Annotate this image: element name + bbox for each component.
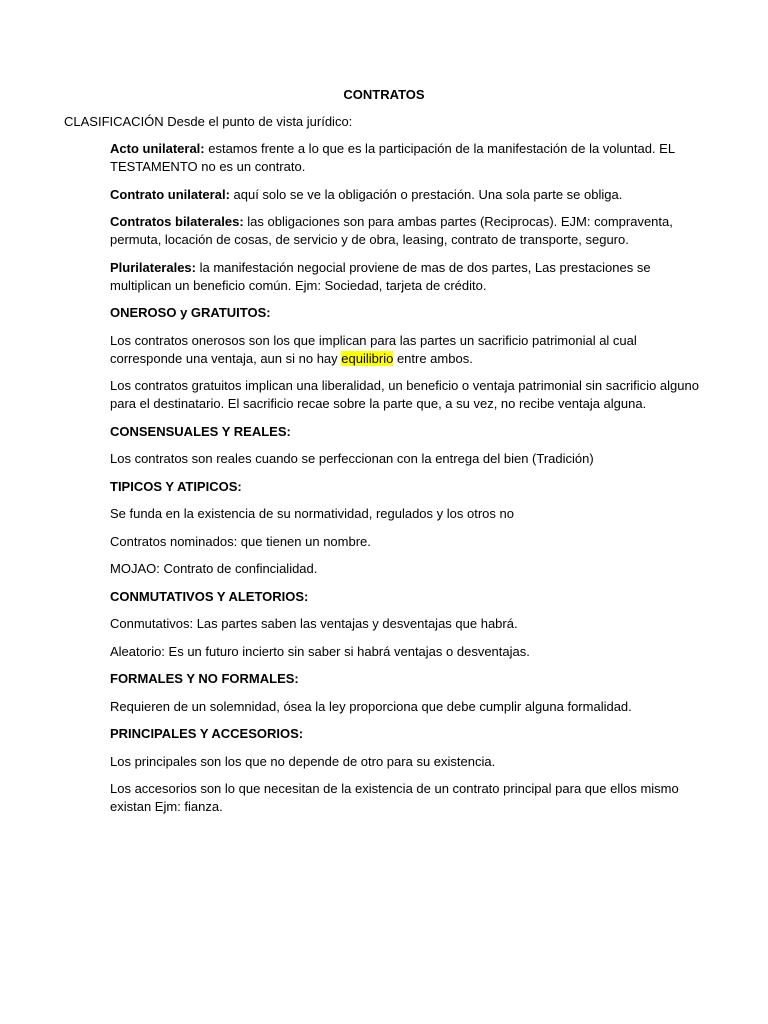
section-heading-conmutativos: CONMUTATIVOS Y ALETORIOS: (110, 588, 309, 604)
paragraph: Los contratos gratuitos implican una liberalidad, un beneficio o ventaja patrimonial sin sacrificio alguno para el destinatario. El sacrificio recae sobre la parte que, a su vez, no recibe ventaja alguna. (110, 378, 699, 411)
paragraph: MOJAO: Contrato de confincialidad. (110, 561, 318, 576)
paragraph: Los principales son los que no depende de otro para su existencia. (110, 753, 496, 769)
definition-paragraph (110, 186, 710, 204)
section-heading-tipicos: TIPICOS Y ATIPICOS: (110, 478, 242, 494)
paragraph-text: entre ambos. (393, 350, 473, 366)
section-heading-consensuales: CONSENSUALES Y REALES: (110, 423, 291, 439)
definition-term: Contrato unilateral: (110, 186, 230, 202)
document-body (110, 140, 710, 826)
definition-term: Acto unilateral: (110, 141, 205, 156)
document-title: CONTRATOS (343, 87, 425, 102)
highlighted-word: equilibrio (341, 350, 394, 366)
section-heading-oneroso: ONEROSO y GRATUITOS: (110, 305, 271, 320)
paragraph: Requieren de un solemnidad, ósea la ley proporciona que debe cumplir alguna formalidad. (110, 698, 632, 714)
section-heading-principales: PRINCIPALES Y ACCESORIOS: (110, 726, 304, 741)
definition-text: las obligaciones son para ambas partes (Reciprocas). EJM: compraventa, permuta, locación de cosas, de servicio y de obra, leasing, contrato de transporte, seguro. (110, 214, 673, 247)
intro-line: CLASIFICACIÓN Desde el punto de vista jurídico: (64, 114, 353, 129)
paragraph: Contratos nominados: que tienen un nombre. (110, 533, 371, 549)
definition-term: Contratos bilaterales: (110, 214, 244, 229)
section-heading-formales: FORMALES Y NO FORMALES: (110, 671, 299, 686)
paragraph: Se funda en la existencia de su normatividad, regulados y los otros no (110, 506, 514, 521)
definition-term: Plurilaterales: (110, 259, 196, 275)
paragraph: Aleatorio: Es un futuro incierto sin saber si habrá ventajas o desventajas. (110, 643, 530, 659)
paragraph: Conmutativos: Las partes saben las ventajas y desventajas que habrá. (110, 616, 518, 631)
definition-paragraph (110, 259, 710, 295)
definition-paragraph (110, 140, 710, 176)
definition-text: estamos frente a lo que es la participación de la manifestación de la voluntad. EL TESTAMENTO no es un contrato. (110, 141, 675, 174)
paragraph: Los accesorios son lo que necesitan de la existencia de un contrato principal para que ellos mismo existan Ejm: fianza. (110, 781, 679, 814)
definition-text: aquí solo se ve la obligación o prestación. Una sola parte se obliga. (229, 186, 623, 202)
paragraph: Los contratos son reales cuando se perfeccionan con la entrega del bien (Tradición) (110, 451, 594, 466)
definition-paragraph (110, 213, 710, 249)
paragraph-text: Los contratos onerosos son los que implican para las partes un sacrificio patrimonial al cual corresponde una ventaja, aun si no hay (110, 332, 637, 366)
definition-text: la manifestación negocial proviene de mas de dos partes, Las prestaciones se multiplican un beneficio común. Ejm: Sociedad, tarjeta de crédito. (110, 259, 651, 293)
paragraph (110, 332, 710, 368)
